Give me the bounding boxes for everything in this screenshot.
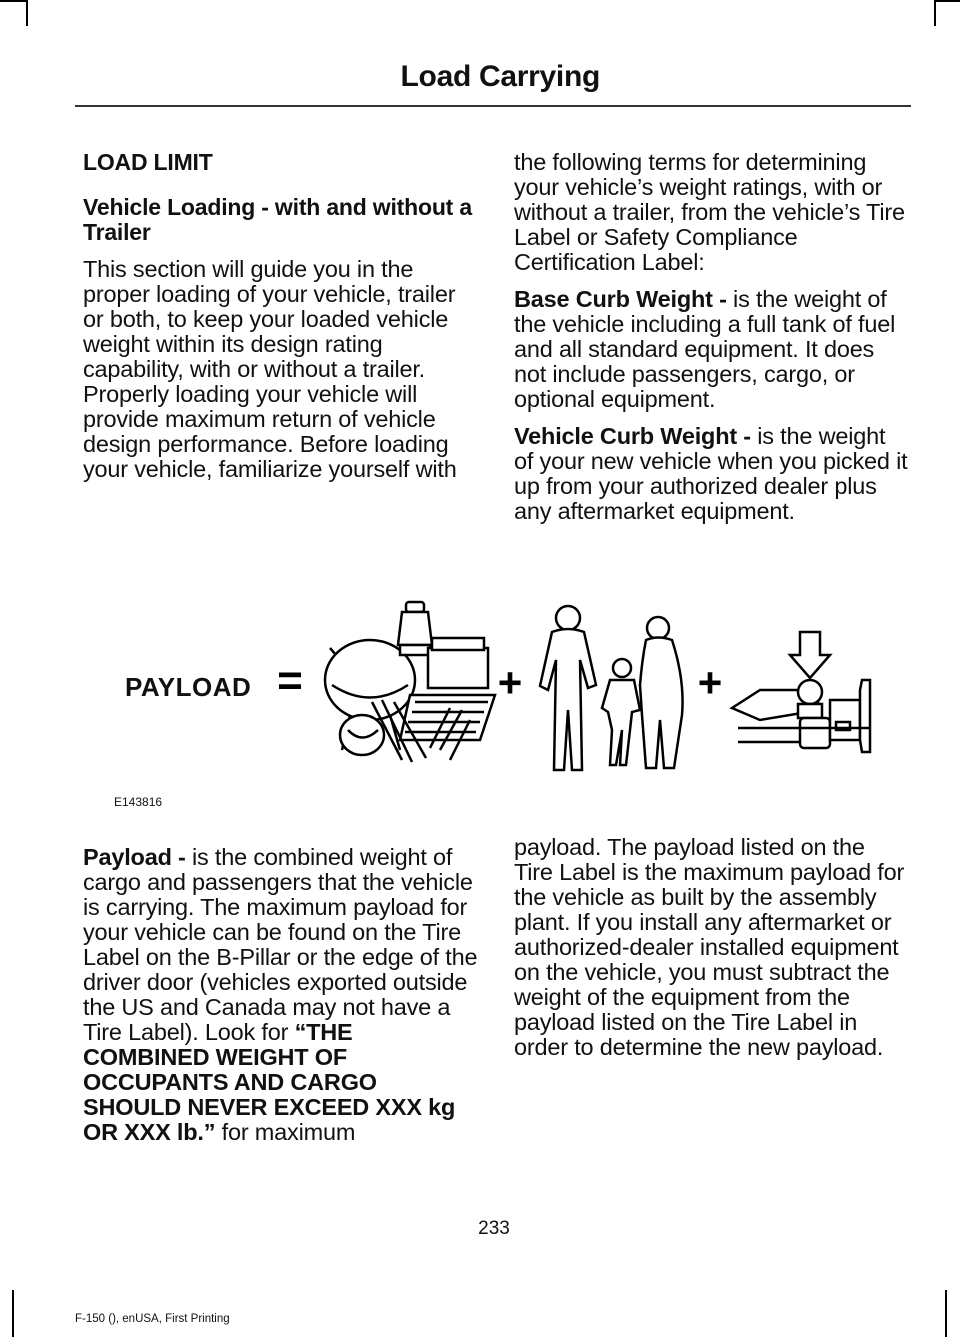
base-curb-weight-text: is the weight of the vehicle including a full tank of fuel and all standard equipment. It does not include passengers, cargo, or optional equipment. — [514, 286, 896, 412]
page-header-title: Load Carrying — [400, 60, 600, 93]
column-left-bottom — [83, 845, 478, 1157]
column-right-bottom — [514, 835, 909, 1072]
intro-paragraph-continued: the following terms for determining your vehicle’s weight ratings, with or without a trailer, from the vehicle’s Tire Label or Safety Compliance Certification Label: — [514, 149, 905, 275]
vehicle-curb-weight-definition — [514, 424, 909, 524]
base-curb-weight-term: Base Curb Weight - — [514, 286, 727, 312]
payload-label-quote: “THE COMBINED WEIGHT OF OCCUPANTS AND CARGO SHOULD NEVER EXCEED XXX kg OR XXX lb.” — [83, 1019, 456, 1145]
payload-definition — [83, 845, 478, 1145]
payload-text-end: for maximum — [215, 1119, 356, 1145]
crop-mark — [934, 0, 936, 26]
crop-mark — [12, 1290, 14, 1337]
vehicle-curb-weight-text: is the weight of your new vehicle when you picked it up from your authorized dealer plus any aftermarket equipment. — [514, 423, 908, 524]
crop-mark — [934, 0, 960, 2]
payload-figure — [110, 590, 890, 775]
crop-mark — [26, 0, 28, 26]
crop-mark — [0, 0, 26, 2]
payload-definition-continued: payload. The payload listed on the Tire Label is the maximum payload for the vehicle as built by the assembly plant. If you install any aftermarket or authorized-dealer installed equipment on the vehicle, you must subtract the weight of the equipment from the payload listed on the Tire Label in order to determine the new payload. — [514, 834, 905, 1060]
header-divider — [75, 105, 911, 107]
section-heading: LOAD LIMIT — [83, 149, 213, 175]
payload-term: Payload - — [83, 844, 186, 870]
column-left-top — [83, 150, 478, 494]
page-number: 233 — [478, 1218, 510, 1239]
equals-sign: = — [277, 656, 303, 705]
plus-sign: + — [497, 659, 523, 706]
section-subheading: Vehicle Loading - with and without a Trailer — [83, 194, 472, 245]
column-right-top — [514, 150, 909, 536]
vehicle-curb-weight-term: Vehicle Curb Weight - — [514, 423, 751, 449]
footer-text: F-150 (), enUSA, First Printing — [75, 1313, 230, 1325]
base-curb-weight-definition — [514, 287, 909, 412]
hitch-icon — [732, 632, 870, 752]
figure-code: E143816 — [114, 795, 163, 809]
passengers-icon — [540, 606, 683, 770]
intro-paragraph: This section will guide you in the proper loading of your vehicle, trailer or both, to keep your loaded vehicle weight within its design rating capability, with or without a trailer. Properly loading your vehicle will provide maximum return of vehicle design performance. Before loading your vehicle, familiarize yourself with — [83, 256, 457, 482]
payload-text: is the combined weight of cargo and passengers that the vehicle is carrying. The maximum payload for your vehicle can be found on the Tire Label on the B-Pillar or the edge of the driver door (vehicles exported outside the US and Canada may not have a Tire Label). Look for — [83, 844, 478, 1045]
crop-mark — [945, 1290, 947, 1337]
figure-payload-label: PAYLOAD — [125, 672, 252, 702]
plus-sign: + — [697, 659, 723, 706]
cargo-icon — [325, 602, 495, 762]
